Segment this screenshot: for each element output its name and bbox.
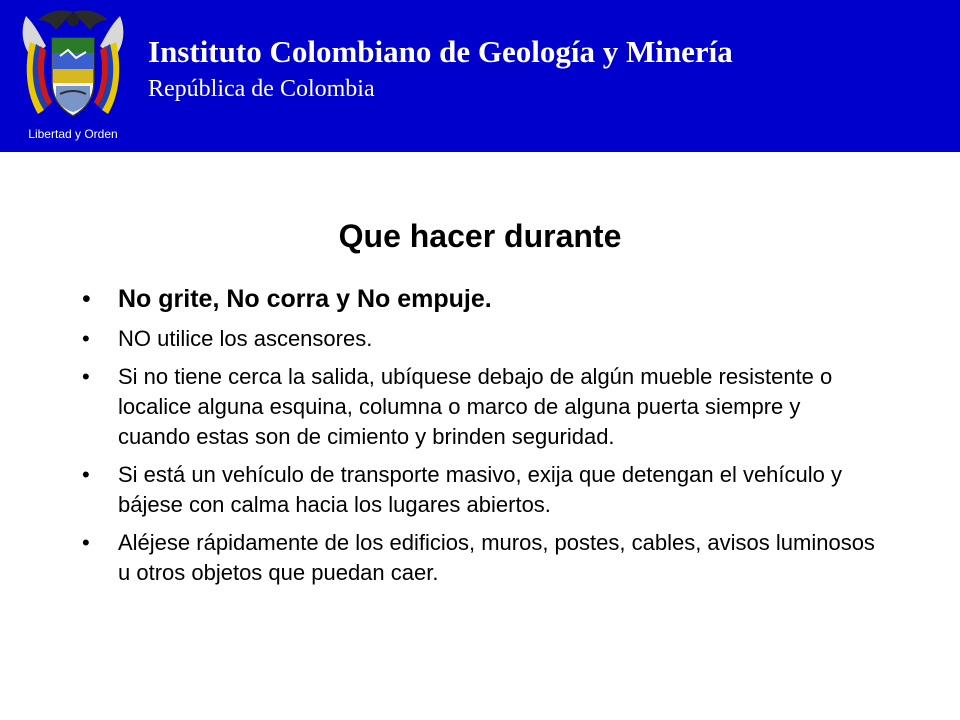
country-name: República de Colombia (148, 76, 375, 102)
colombia-coat-of-arms-icon (16, 6, 130, 146)
bullet-list (78, 282, 878, 596)
bullet-icon: • (82, 462, 90, 487)
list-item (78, 460, 878, 520)
list-item-text: No grite, No corra y No empuje. (118, 285, 492, 313)
bullet-icon: • (82, 326, 90, 351)
list-item-text: Si no tiene cerca la salida, ubíquese debajo de algún mueble resistente o localice alguna esquina, columna o marco de alguna puerta siempre y cuando estas son de cimiento y brinden seguridad. (118, 364, 833, 449)
list-item (78, 528, 878, 588)
svg-text:Libertad y Orden: Libertad y Orden (28, 127, 118, 141)
bullet-icon: • (82, 530, 90, 555)
organization-name: Instituto Colombiano de Geología y Minería (148, 34, 733, 69)
list-item-text: Aléjese rápidamente de los edificios, muros, postes, cables, avisos luminosos u otros objetos que puedan caer. (118, 530, 875, 585)
list-item-text: Si está un vehículo de transporte masivo, exija que detengan el vehículo y bájese con calma hacia los lugares abiertos. (118, 462, 843, 517)
slide-title: Que hacer durante (338, 218, 622, 254)
list-item (78, 282, 878, 316)
list-item (78, 362, 878, 452)
list-item-text: NO utilice los ascensores. (118, 326, 373, 351)
list-item (78, 324, 878, 354)
bullet-icon: • (82, 285, 91, 313)
header-banner (0, 0, 960, 152)
bullet-icon: • (82, 364, 90, 389)
